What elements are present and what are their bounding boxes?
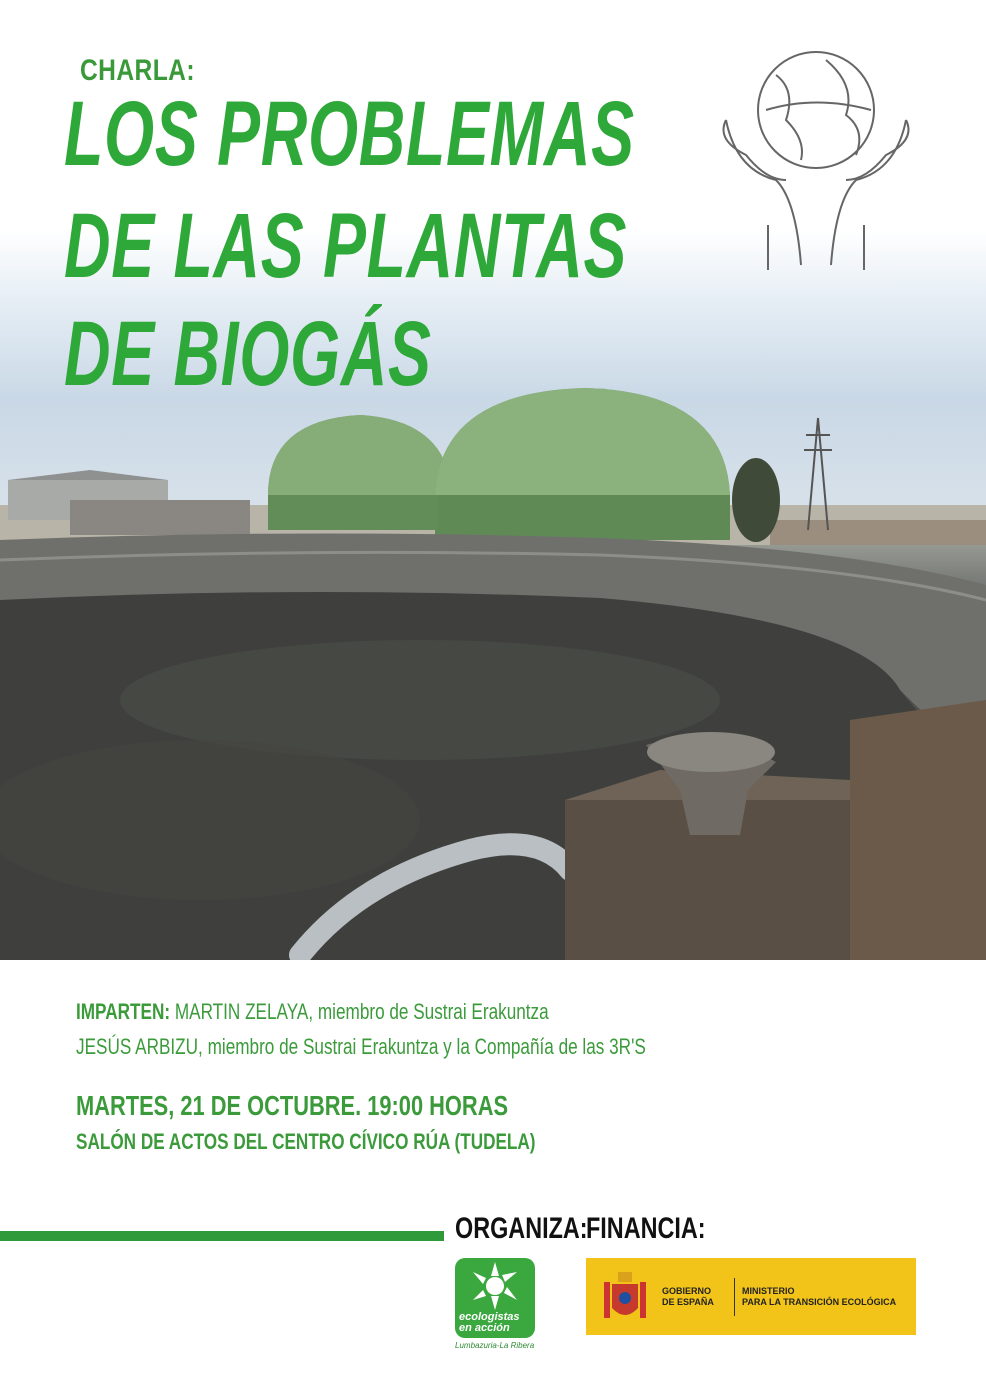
event-kicker: CHARLA:: [80, 54, 195, 87]
speaker-line-1: [76, 999, 549, 1025]
ecologistas-sun-icon: [455, 1258, 535, 1314]
spain-coat-of-arms-icon: [598, 1268, 652, 1326]
footer-divider: [0, 1231, 444, 1241]
organiza-label: ORGANIZA:: [455, 1212, 588, 1245]
speaker-label: IMPARTEN:: [76, 999, 171, 1024]
gov-right-line-2: PARA LA TRANSICIÓN ECOLÓGICA: [742, 1297, 897, 1307]
ecologistas-logo-subtitle: Lumbazuria-La Ribera: [455, 1341, 535, 1350]
gov-divider: [734, 1278, 735, 1316]
government-logo: [586, 1258, 916, 1335]
event-title-line-2: DE LAS PLANTAS: [64, 195, 628, 297]
gov-left-line-1: GOBIERNO: [662, 1286, 712, 1296]
event-title-line-1: LOS PROBLEMAS: [64, 83, 635, 185]
globe-in-hands-icon: [706, 30, 926, 280]
financia-label: FINANCIA:: [586, 1212, 706, 1245]
speaker-1: MARTIN ZELAYA, miembro de Sustrai Erakuntza: [174, 999, 549, 1024]
speaker-line-2: JESÚS ARBIZU, miembro de Sustrai Erakuntza y la Compañía de las 3R'S: [76, 1034, 646, 1059]
gov-right-text: [742, 1286, 896, 1308]
event-date-time: MARTES, 21 DE OCTUBRE. 19:00 HORAS: [76, 1090, 509, 1121]
event-title-line-3: DE BIOGÁS: [64, 303, 432, 405]
gov-left-text: [662, 1286, 714, 1308]
event-venue: SALÓN DE ACTOS DEL CENTRO CÍVICO RÚA (TUDELA): [76, 1129, 536, 1154]
gov-left-line-2: DE ESPAÑA: [662, 1297, 714, 1307]
gov-right-line-1: MINISTERIO: [742, 1286, 795, 1296]
ecologistas-logo-text: ecologistas en acción: [459, 1311, 520, 1334]
